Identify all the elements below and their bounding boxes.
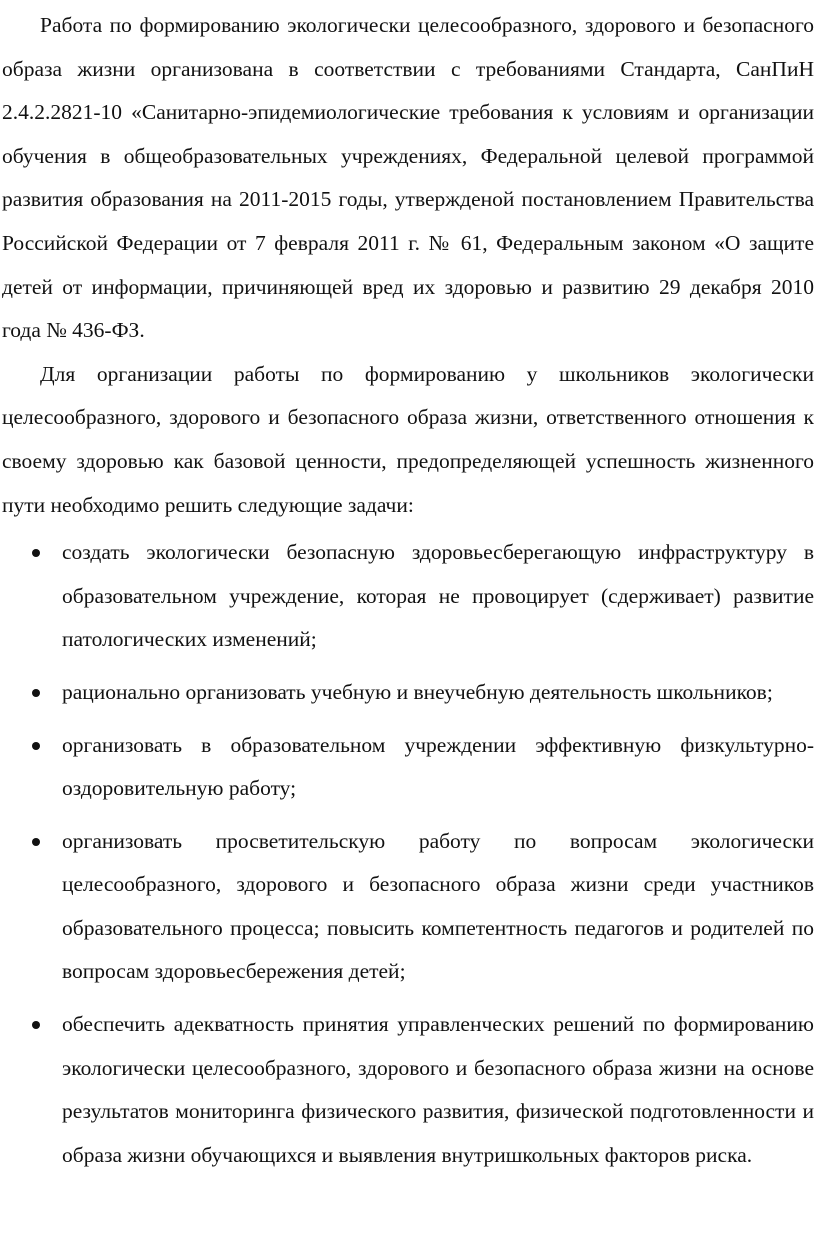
paragraph-intro: Работа по формированию экологически целесообразного, здорового и безопасного образа жизни организована в соответствии с требованиями Стандарта, СанПиН 2.4.2.2821-10 «Санитарно-эпидемиологические требования к условиям и организации обучения в общеобразовательных учреждениях, Федеральной целевой программой развития образования на 2011-2015 годы, утвержденой постановлением Правительства Российской Федерации от 7 февраля 2011 г. № 61, Федеральным законом «О защите детей от информации, причиняющей вред их здоровью и развитию 29 декабря 2010 года № 436-ФЗ. <box>2 13 814 343</box>
task-list <box>0 531 816 1177</box>
bullet-dot-icon <box>30 671 42 715</box>
list-item <box>0 671 816 715</box>
paragraph-tasks-lead: Для организации работы по формированию у школьников экологически целесообразного, здорового и безопасного образа жизни, ответственного отношения к своему здоровью как базовой ценности, предопределяющей успешность жизненного пути необходимо решить следующие задачи: <box>2 361 814 517</box>
bullet-dot-icon <box>30 724 42 768</box>
list-item-text: обеспечить адекватность принятия управленческих решений по формированию экологически целесообразного, здорового и безопасного образа жизни на основе результатов мониторинга физического развития, физической подготовленности и образа жизни обучающихся и выявления внутришкольных факторов риска. <box>62 1012 814 1167</box>
list-item <box>0 724 816 811</box>
list-item <box>0 531 816 662</box>
list-item-text: организовать в образовательном учреждении эффективную физкультурно-оздоровительную работу; <box>62 732 814 801</box>
list-item <box>0 1003 816 1177</box>
list-item <box>0 820 816 994</box>
list-item-text: создать экологически безопасную здоровьесберегающую инфраструктуру в образовательном учреждение, которая не провоцирует (сдерживает) развитие патологических изменений; <box>62 540 814 652</box>
list-item-text: рационально организовать учебную и внеучебную деятельность школьников; <box>62 679 773 704</box>
bullet-dot-icon <box>30 1003 42 1047</box>
bullet-dot-icon <box>30 820 42 864</box>
list-item-text: организовать просветительскую работу по вопросам экологически целесообразного, здорового и безопасного образа жизни среди участников образовательного процесса; повысить компетентность педагогов и родителей по вопросам здоровьесбережения детей; <box>62 828 814 984</box>
bullet-dot-icon <box>30 531 42 575</box>
